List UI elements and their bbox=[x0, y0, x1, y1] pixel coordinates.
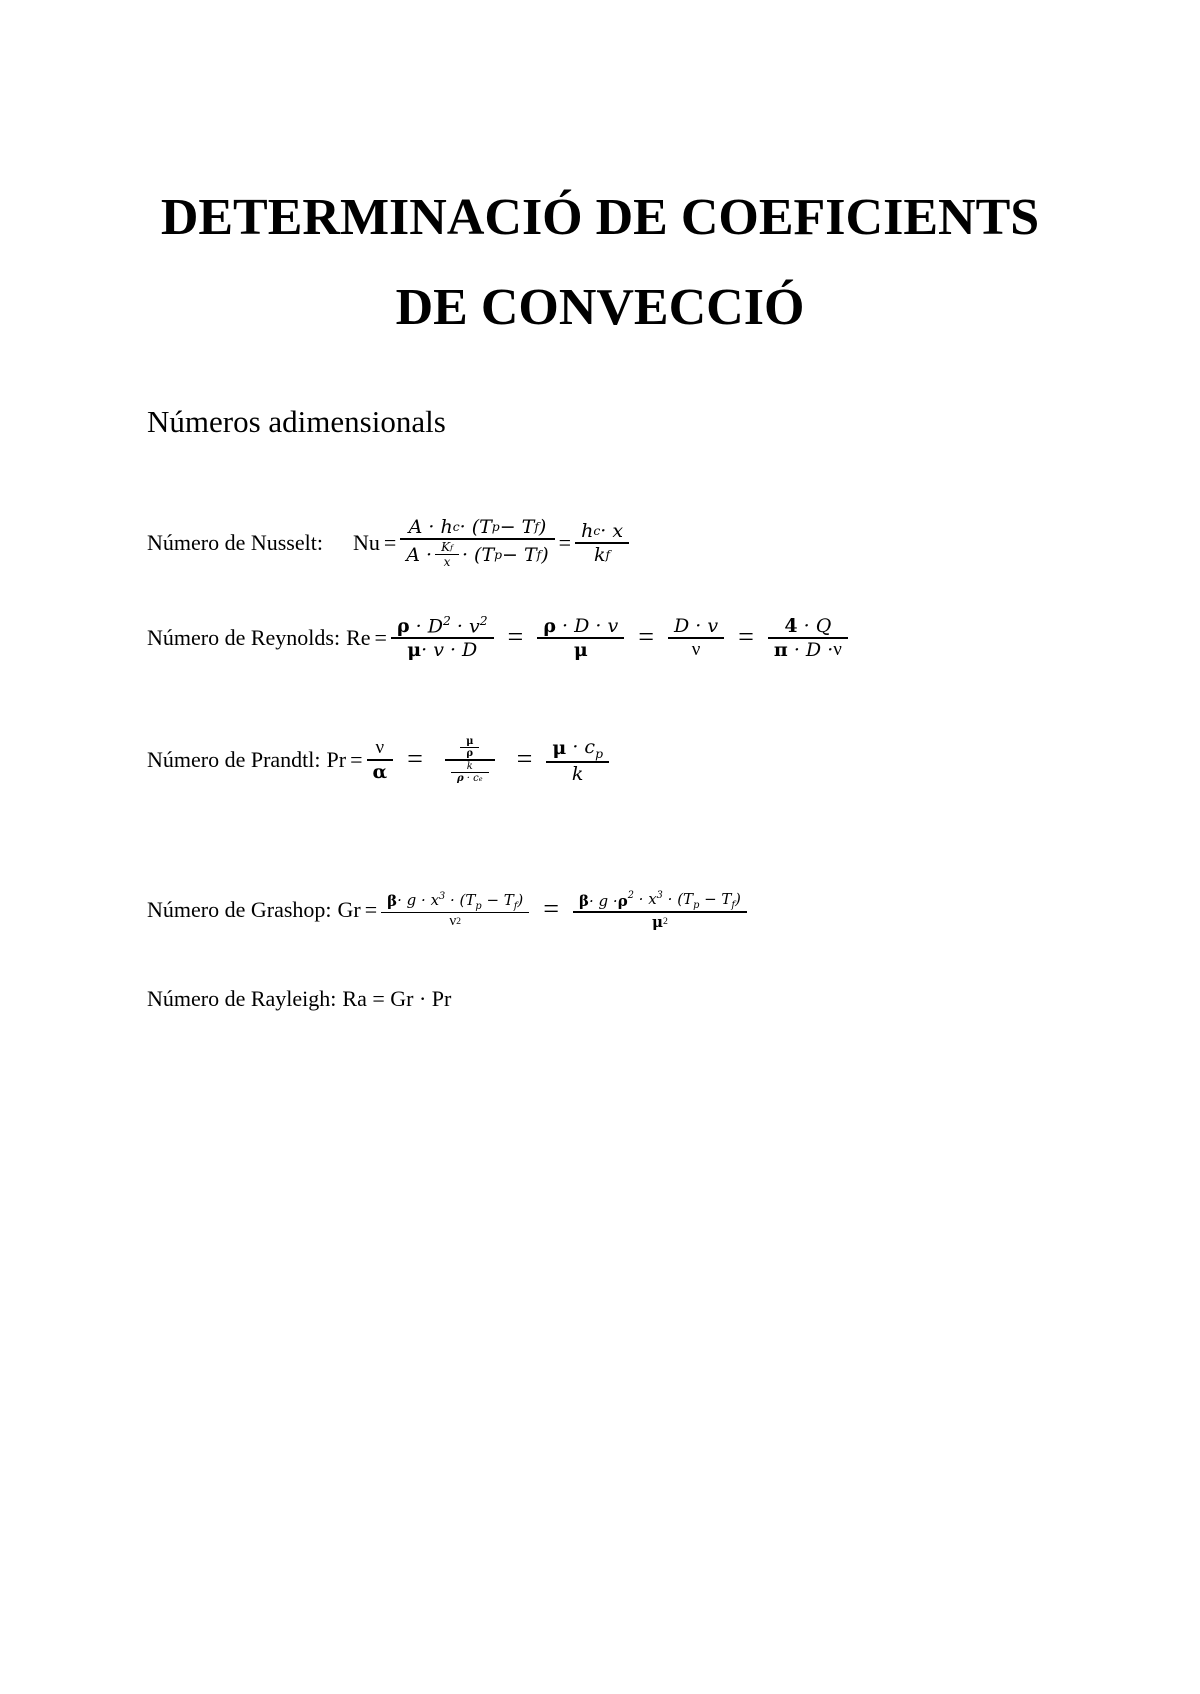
reynolds-row bbox=[147, 614, 848, 661]
equals-sign: = bbox=[516, 744, 533, 776]
prandtl-fraction-3: μ · $c_p$ k bbox=[546, 736, 609, 785]
reynolds-symbol: Re bbox=[346, 624, 371, 650]
equals-sign: = bbox=[638, 621, 654, 653]
nusselt-symbol: Nu bbox=[352, 529, 380, 555]
prandtl-symbol: Pr bbox=[326, 747, 347, 773]
prandtl-fraction-1: $\frac{\nu}{\alpha}$ bbox=[367, 737, 394, 783]
prandtl-label: Número de Prandtl: bbox=[147, 747, 321, 773]
reynolds-fraction-1: ρ · $D^2 \cdot v^2$ μ · v · D bbox=[391, 614, 494, 661]
equals-sign: = bbox=[374, 624, 387, 650]
title-line-1: DETERMINACIÓ DE COEFICIENTS bbox=[160, 189, 1040, 246]
reynolds-fraction-2: ρ · D · v μ bbox=[537, 615, 624, 661]
grashop-label: Número de Grashop: bbox=[147, 897, 332, 923]
grashop-row bbox=[147, 890, 747, 931]
reynolds-label: Número de Reynolds: bbox=[147, 624, 341, 650]
prandtl-fraction-2: $\frac{\mu}{\rho}$ k ρ · c e bbox=[445, 736, 495, 784]
nusselt-fraction-1 bbox=[400, 516, 554, 569]
equals-sign: = bbox=[383, 529, 397, 555]
grashop-fraction-2: β · g · ρ $^2 \cdot x^3 \cdot (T_p - T_f)$ μ 2 bbox=[573, 890, 747, 931]
grashop-symbol: Gr bbox=[337, 897, 361, 923]
formula-numerator: A · h c · (T p − T f ) bbox=[408, 516, 547, 538]
prandtl-row bbox=[147, 736, 609, 785]
reynolds-fraction-3: $\frac{D \cdot v}{\nu}$ bbox=[668, 615, 724, 661]
equals-sign: = bbox=[350, 747, 363, 773]
grashop-fraction-1: β · $g \cdot x^3 \cdot (T_p - T_f)$ ν 2 bbox=[381, 891, 529, 931]
equals-sign: = bbox=[364, 897, 378, 923]
equals-sign: = bbox=[558, 529, 572, 555]
nusselt-fraction-2: h c · x k f bbox=[575, 520, 629, 566]
equals-sign: = bbox=[507, 621, 524, 653]
rayleigh-formula: Ra = Gr · Pr bbox=[342, 986, 452, 1011]
equals-sign: = bbox=[738, 621, 754, 653]
nusselt-row bbox=[147, 516, 629, 569]
nusselt-label: Número de Nusselt: bbox=[147, 529, 323, 555]
equals-sign: = bbox=[543, 894, 560, 926]
section-heading: Números adimensionals bbox=[147, 404, 446, 439]
reynolds-fraction-4: 4 · Q π · D · ν bbox=[768, 615, 848, 661]
title-line-2: DE CONVECCIÓ bbox=[395, 279, 805, 336]
rayleigh-label: Número de Rayleigh: bbox=[147, 986, 337, 1011]
formula-denominator: A · K f x · (T p − T f ) bbox=[406, 540, 549, 569]
equals-sign: = bbox=[407, 744, 423, 776]
rayleigh-row bbox=[147, 986, 451, 1012]
